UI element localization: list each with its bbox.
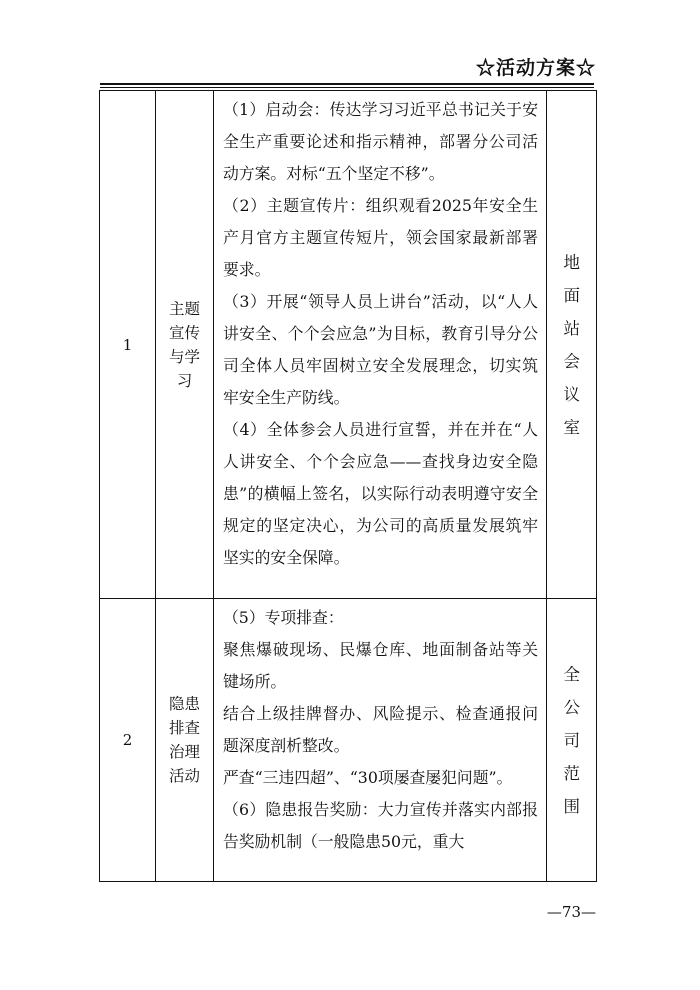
category-label: 主题宣传与学习	[168, 299, 200, 390]
category-cell	[156, 91, 214, 599]
category-label: 隐患排查治理活动	[168, 695, 200, 785]
section-title: ☆活动方案☆	[475, 57, 596, 79]
item-paragraph: （5）专项排查：	[223, 608, 344, 627]
item-paragraph: （4）全体参会人员进行宣誓，并在并在“人人讲安全、个个会应急——查找身边安全隐患”的横幅上签名，以实际行动表明遵守安全规定的坚定决心，为公司的高质量发展筑牢坚实的安全保障。	[223, 420, 538, 567]
header-divider-thick	[100, 83, 594, 85]
item-paragraph: （6）隐患报告奖励：大力宣传并落实内部报告奖励机制（一般隐患50元，重大	[223, 800, 538, 851]
item-paragraph: 聚焦爆破现场、民爆仓库、地面制备站等关键场所。	[223, 640, 538, 691]
table-row	[100, 91, 597, 599]
item-paragraph: 严查“三违四超”、“30项屡查屡犯问题”。	[223, 768, 513, 787]
header-divider-thin	[100, 87, 594, 88]
item-paragraph: （1）启动会：传达学习习近平总书记关于安全生产重要论述和指示精神，部署分公司活动方案。对标“五个坚定不移”。	[223, 100, 538, 183]
item-paragraph: （2）主题宣传片：组织观看2025年安全生产月官方主题宣传短片，领会国家最新部署要求。	[223, 196, 538, 279]
location-cell	[547, 599, 597, 882]
category-cell	[156, 599, 214, 882]
location-label: 全公司范围	[563, 664, 580, 816]
activity-table	[99, 90, 597, 882]
content-cell	[214, 599, 547, 882]
row-index: 2	[100, 599, 156, 882]
item-paragraph: 结合上级挂牌督办、风险提示、检查通报问题深度剖析整改。	[223, 704, 538, 755]
location-label: 地面站会议室	[563, 252, 580, 437]
location-cell	[547, 91, 597, 599]
table-row	[100, 599, 597, 882]
content-cell	[214, 91, 547, 599]
page-number: —73—	[546, 903, 596, 921]
row-index: 1	[100, 91, 156, 599]
item-paragraph: （3）开展“领导人员上讲台”活动，以“人人讲安全、个个会应急”为目标，教育引导分公司全体人员牢固树立安全发展理念，切实筑牢安全生产防线。	[223, 292, 538, 407]
